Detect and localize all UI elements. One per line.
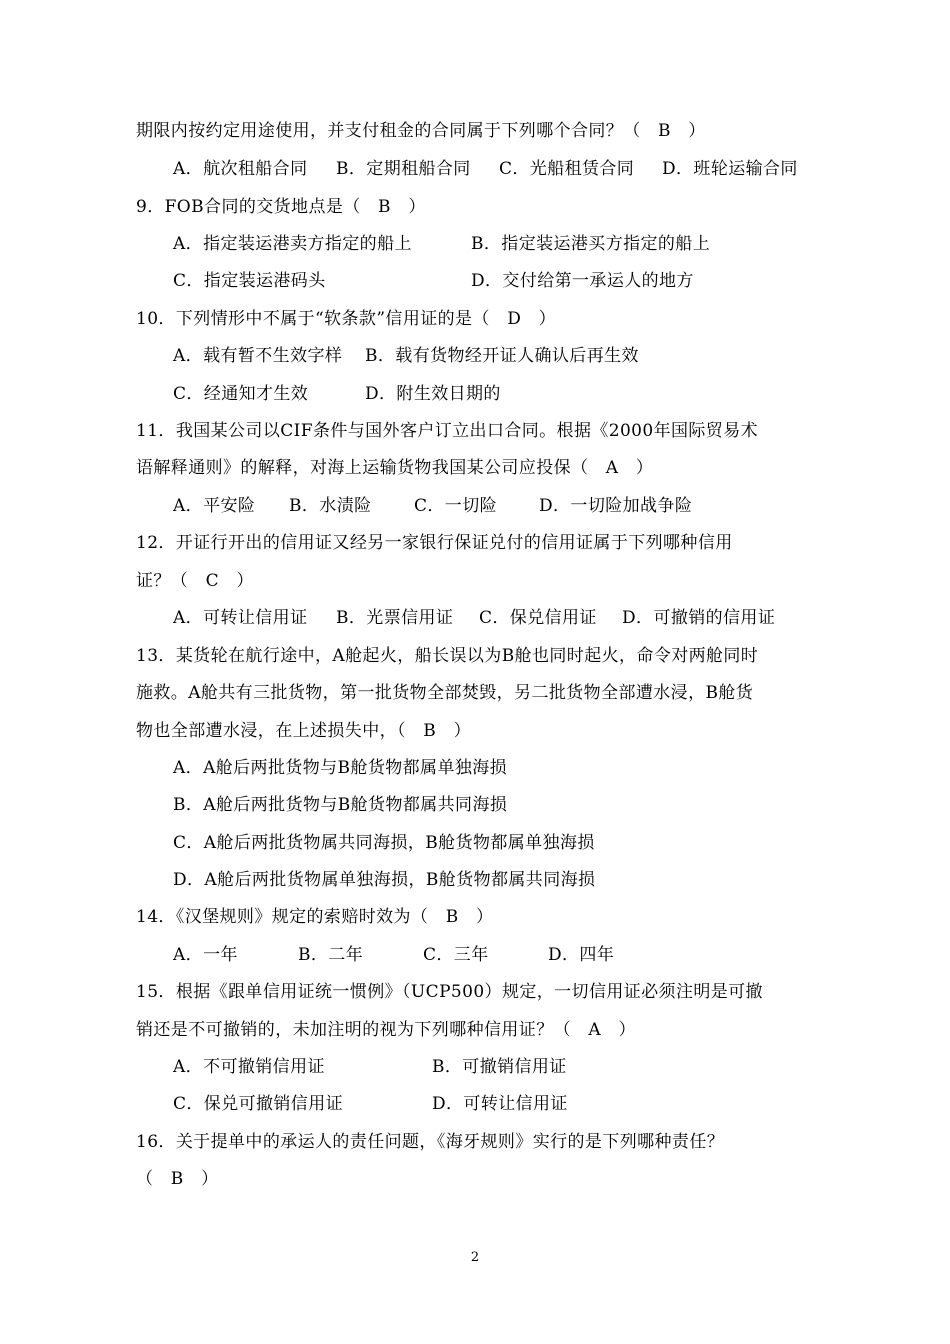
q12-option-c: C．保兑信用证 — [479, 608, 597, 628]
q11-option-c: C．一切险 — [414, 496, 498, 516]
q8-option-a: A．航次租船合同 — [173, 159, 308, 179]
q14-option-c: C．三年 — [423, 945, 489, 965]
q12-text-line2: 证？（ C ） — [136, 571, 254, 591]
q9-option-b: B．指定装运港买方指定的船上 — [471, 234, 711, 254]
q15-option-c: C．保兑可撤销信用证 — [173, 1094, 344, 1114]
q11-text-line2: 语解释通则》的解释，对海上运输货物我国某公司应投保（ A ） — [136, 458, 654, 478]
q11-option-d: D．一切险加战争险 — [539, 496, 693, 516]
q12-option-a: A．可转让信用证 — [173, 608, 308, 628]
q13-option-d: D．A舱后两批货物属单独海损，B舱货物都属共同海损 — [173, 870, 596, 890]
q14-option-a: A．一年 — [173, 945, 238, 965]
q14-option-d: D．四年 — [548, 945, 615, 965]
q12-options — [173, 607, 775, 629]
q9-options-cd — [173, 270, 694, 292]
q11-text-line1: 11．我国某公司以CIF条件与国外客户订立出口合同。根据《2000年国际贸易术 — [136, 421, 759, 441]
q15-options-ab — [173, 1056, 567, 1078]
q12-text-line1: 12．开证行开出的信用证又经另一家银行保证兑付的信用证属于下列哪种信用 — [136, 533, 733, 553]
q15-option-b: B．可撤销信用证 — [432, 1057, 567, 1077]
q11-option-a: A．平安险 — [173, 496, 256, 516]
q15-option-d: D．可转让信用证 — [432, 1094, 568, 1114]
q10-option-d: D．附生效日期的 — [365, 384, 501, 404]
q15-option-a: A．不可撤销信用证 — [173, 1057, 325, 1077]
q13-option-b: B．A舱后两批货物与B舱货物都属共同海损 — [173, 795, 508, 815]
q10-option-c: C．经通知才生效 — [173, 384, 309, 404]
q14-option-b: B．二年 — [298, 945, 364, 965]
q8-option-d: D．班轮运输合同 — [662, 159, 798, 179]
q11-options — [173, 495, 692, 517]
q8-option-b: B．定期租船合同 — [336, 159, 471, 179]
q8-option-c: C．光船租赁合同 — [499, 159, 635, 179]
q10-option-a: A．载有暂不生效字样 — [173, 346, 343, 366]
q8-options — [173, 158, 798, 180]
q13-option-a: A．A舱后两批货物与B舱货物都属单独海损 — [173, 758, 508, 778]
q16-text-line2: （ B ） — [136, 1169, 219, 1189]
q12-option-b: B．光票信用证 — [336, 608, 454, 628]
q10-options-ab — [173, 345, 639, 367]
q8-text-end: 期限内按约定用途使用，并支付租金的合同属于下列哪个合同？（ B ） — [136, 121, 706, 141]
q10-text: 10．下列情形中不属于“软条款”信用证的是（ D ） — [136, 309, 557, 329]
q15-options-cd — [173, 1093, 568, 1115]
q9-options-ab — [173, 233, 710, 255]
q11-option-b: B．水渍险 — [289, 496, 372, 516]
q14-options — [173, 944, 614, 966]
q16-text-line1: 16．关于提单中的承运人的责任问题，《海牙规则》实行的是下列哪种责任？ — [136, 1132, 725, 1152]
q13-option-c: C．A舱后两批货物属共同海损，B舱货物都属单独海损 — [173, 833, 595, 853]
q9-option-d: D．交付给第一承运人的地方 — [471, 271, 694, 291]
q9-option-a: A．指定装运港卖方指定的船上 — [173, 234, 412, 254]
q14-text: 14．《汉堡规则》规定的索赔时效为（ B ） — [136, 907, 494, 927]
page-number: 2 — [470, 1250, 480, 1265]
q15-text-line2: 销还是不可撤销的，未加注明的视为下列哪种信用证？（ A ） — [136, 1020, 636, 1040]
q10-options-cd — [173, 383, 501, 405]
q13-text-line2: 施救。A舱共有三批货物，第一批货物全部焚毁，另二批货物全部遭水浸，B舱货 — [136, 683, 754, 703]
q12-option-d: D．可撤销的信用证 — [622, 608, 776, 628]
q15-text-line1: 15．根据《跟单信用证统一惯例》（UCP500）规定，一切信用证必须注明是可撤 — [136, 982, 763, 1002]
q9-option-c: C．指定装运港码头 — [173, 271, 326, 291]
q9-text: 9．FOB合同的交货地点是（ B ） — [136, 197, 426, 217]
q13-text-line3: 物也全部遭水浸，在上述损失中，（ B ） — [136, 721, 471, 741]
q10-option-b: B．载有货物经开证人确认后再生效 — [365, 346, 639, 366]
q13-text-line1: 13．某货轮在航行途中，A舱起火，船长误以为B舱也同时起火，命令对两舱同时 — [136, 646, 759, 666]
